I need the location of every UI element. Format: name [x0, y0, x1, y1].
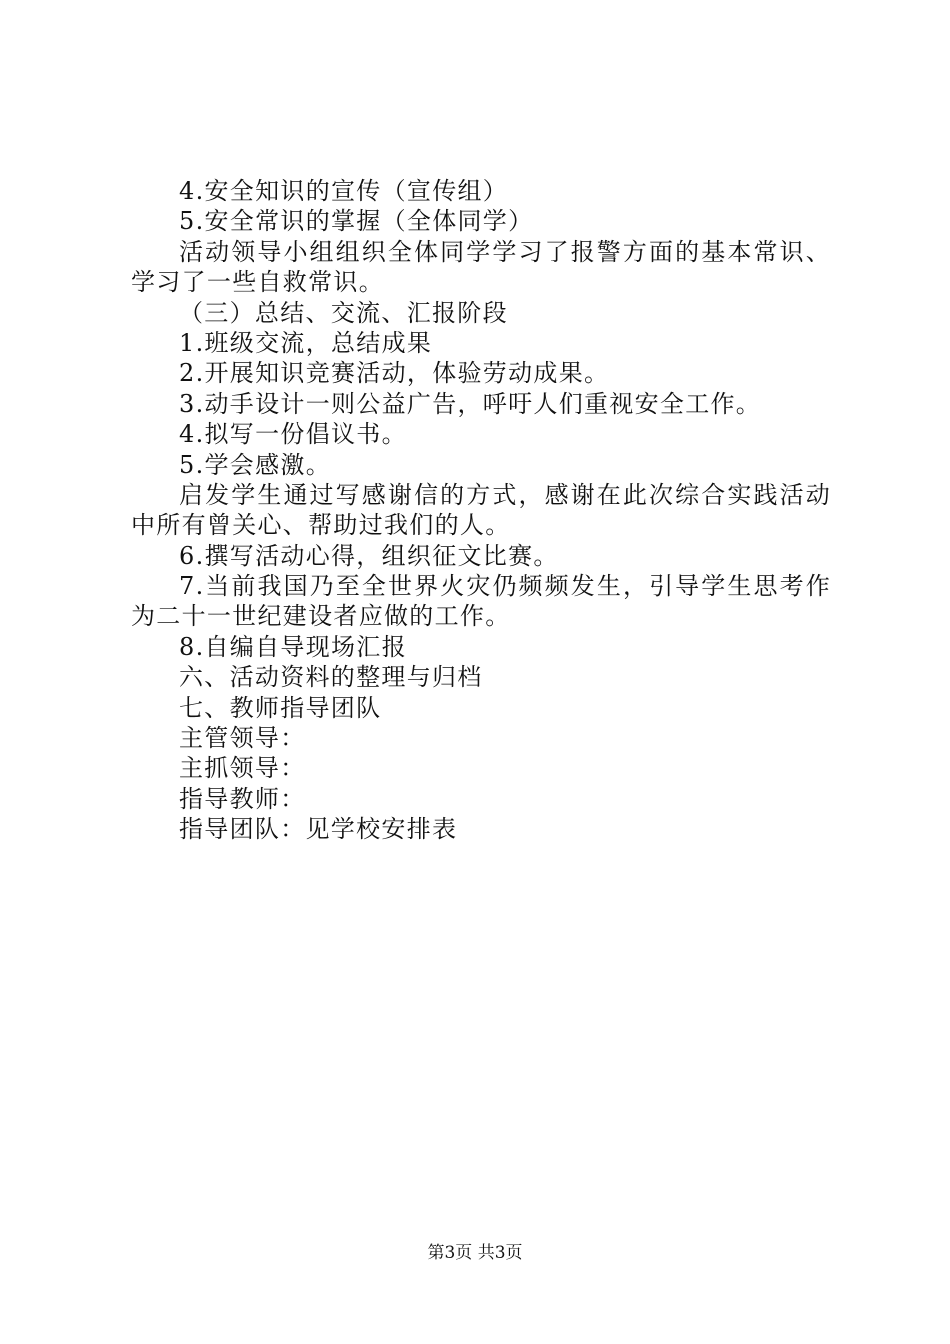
text-line: 5.学会感激。: [179, 450, 331, 479]
text-line: 3.动手设计一则公益广告，呼吁人们重视安全工作。: [179, 389, 762, 418]
text-line: 8.自编自导现场汇报: [179, 632, 407, 661]
text-line: （三）总结、交流、汇报阶段: [179, 298, 508, 327]
text-line: 启发学生通过写感谢信的方式，感谢在此次综合实践活动: [179, 480, 831, 509]
text-line: 4.拟写一份倡议书。: [179, 420, 407, 449]
text-line: 学习了一些自救常识。: [131, 268, 384, 297]
text-line: 中所有曾关心、帮助过我们的人。: [131, 511, 511, 540]
text-line: 七、教师指导团队: [179, 693, 382, 722]
text-line: 4.安全知识的宣传（宣传组）: [179, 177, 509, 205]
page-footer: 第3页 共3页: [427, 1243, 523, 1263]
document-body: [131, 176, 831, 845]
text-line: 为二十一世纪建设者应做的工作。: [131, 602, 511, 631]
text-line: 主抓领导：: [179, 754, 306, 783]
text-line: 活动领导小组组织全体同学学习了报警方面的基本常识、: [179, 237, 831, 266]
text-line: 5.安全常识的掌握（全体同学）: [179, 207, 534, 236]
text-line: 指导团队：见学校安排表: [179, 815, 458, 844]
text-line: 1.班级交流，总结成果: [179, 328, 433, 357]
text-line: 指导教师：: [179, 784, 306, 813]
text-line: 7.当前我国乃至全世界火灾仍频频发生，引导学生思考作: [179, 572, 831, 601]
text-line: 2.开展知识竞赛活动，体验劳动成果。: [179, 359, 610, 388]
text-line: 6.撰写活动心得，组织征文比赛。: [179, 541, 559, 570]
text-line: 主管领导：: [179, 724, 306, 753]
text-line: 六、活动资料的整理与归档: [179, 663, 483, 692]
